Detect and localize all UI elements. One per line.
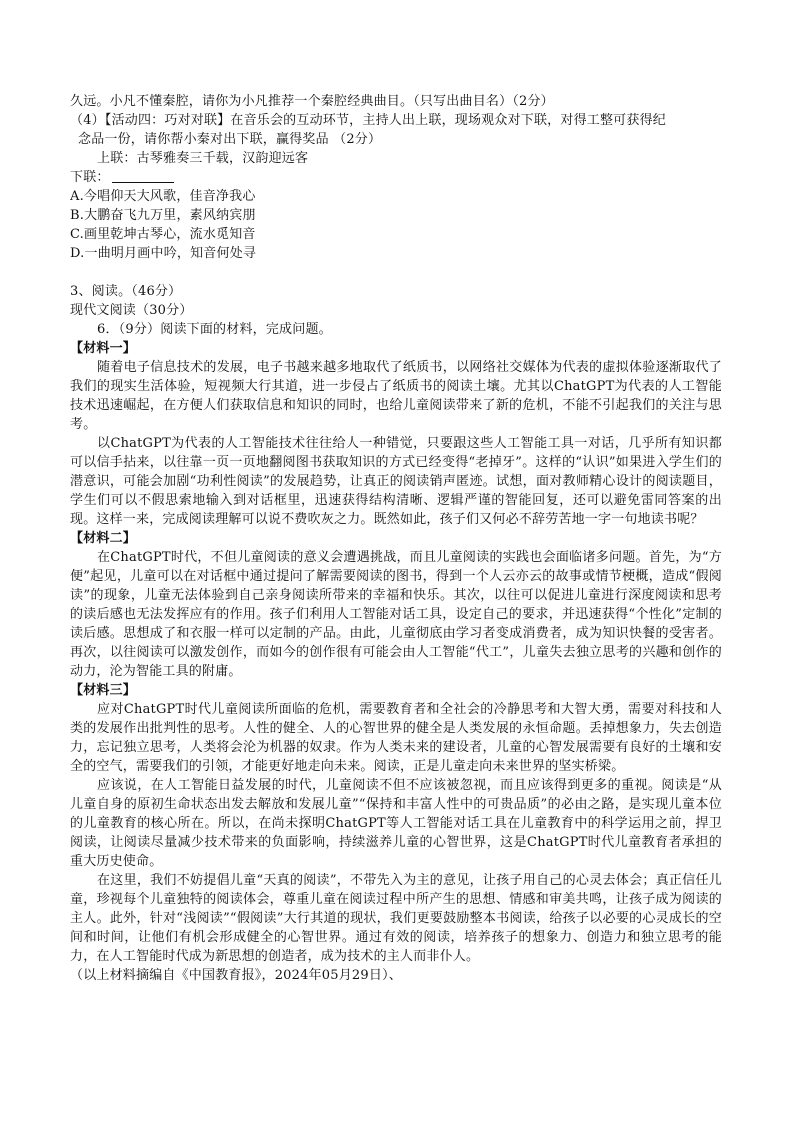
section-3-title: 3、阅读。（46分） xyxy=(70,284,182,299)
material-3-paragraph-3: 在这里，我们不妨提倡儿童“天真的阅读”，不带先入为主的意见，让孩子用自己的心灵去体会；真正信任儿童，珍视每个儿童独特的阅读体会，尊重儿童在阅读过程中所产生的思想、情感和审美共鸣，让孩子成为阅读的主人。此外，针对“浅阅读”“假阅读”大行其道的现状，我们更要鼓励整本书阅读，给孩子以必要的心灵成长的空间和时间，让他们有机会形成健全的心智世界。通过有效的阅读，培养孩子的想象力、创造力和独立思考的能力，在人工智能时代成为新思想的创造者，成为技术的主人而非仆人。 xyxy=(70,873,722,964)
material-2-label: 【材料二】 xyxy=(70,531,137,546)
material-3-paragraph-2: 应该说，在人工智能日益发展的时代，儿童阅读不但不应该被忽视，而且应该得到更多的重视。阅读是“从儿童自身的原初生命状态出发去解放和发展儿童”“保持和丰富人性中的可贵品质”的必由之路，是实现儿童本位的儿童教育的核心所在。所以，在尚未探明ChatGPT等人工智能对话工具在儿童教育中的科学运用之前，捍卫阅读，让阅读尽量减少技术带来的负面影响，持续滋养儿童的心智世界，这是ChatGPT时代儿童教育者承担的重大历史使命。 xyxy=(70,778,722,869)
q4-lower-couplet xyxy=(70,168,722,187)
option-a: A.今唱仰天大风歌，佳音净我心 xyxy=(70,189,256,204)
option-d: D.一曲明月画中吟，知音何处寻 xyxy=(70,246,257,261)
material-2-paragraph-1: 在ChatGPT时代，不但儿童阅读的意义会遭遇挑战，而且儿童阅读的实践也会面临诸多问题。首先，为“方便”起见，儿童可以在对话框中通过提问了解需要阅读的图书，得到一个人云亦云的故事或情节梗概，造成“假阅读”的现象，儿童无法体验到自己亲身阅读所带来的幸福和快乐。其次，以往可以促进儿童进行深度阅读和思考的读后感也无法发挥应有的作用。孩子们利用人工智能对话工具，设定自己的要求，并迅速获得“个性化”定制的读后感。思想成了和衣服一样可以定制的产品。由此，儿童彻底由学习者变成消费者，成为知识快餐的受害者。再次，以往阅读可以激发创作，而如今的创作很有可能会由人工智能“代工”，儿童失去独立思考的兴趣和创作的动力，沦为智能工具的附庸。 xyxy=(70,550,722,679)
material-1-paragraph-2: 以ChatGPT为代表的人工智能技术往往给人一种错觉，只要跟这些人工智能工具一对话，几乎所有知识都可以信手拈来，以往靠一页一页地翻阅图书获取知识的方式已经变得“老掉牙”。这样的“认识”如果进入学生们的潜意识，可能会加剧“功利性阅读”的发展趋势，让真正的阅读销声匿迹。试想，面对教师精心设计的阅读题目，学生们可以不假思索地输入到对话框里，迅速获得结构清晰、逻辑严谨的智能回复，还可以避免雷同答案的出现。这样一来，完成阅读理解可以说不费吹灰之力。既然如此，孩子们又何必不辞劳苦地一字一句地读书呢？ xyxy=(70,436,722,527)
material-3-label: 【材料三】 xyxy=(70,683,137,698)
document-page xyxy=(70,92,722,985)
modern-reading-title: 现代文阅读（30分） xyxy=(70,303,193,318)
question-6-title: 6．（9分）阅读下面的材料，完成问题。 xyxy=(97,322,332,337)
option-b: B.大鹏奋飞九万里，素风纳宾朋 xyxy=(70,208,256,223)
material-3-paragraph-1: 应对ChatGPT时代儿童阅读所面临的危机，需要教育者和全社会的冷静思考和大智大勇，需要对科技和人类的发展作出批判性的思考。人性的健全、人的心智世界的健全是人类发展的永恒命题。丢掉想象力，失去创造力，忘记独立思考，人类将会沦为机器的奴隶。作为人类未来的建设者，儿童的心智发展需要有良好的土壤和安全的空气，需要我们的引领，才能更好地走向未来。阅读，正是儿童走向未来世界的坚实桥梁。 xyxy=(70,702,722,774)
material-1-label: 【材料一】 xyxy=(70,341,137,356)
q4-lower-label: 下联： xyxy=(70,170,110,185)
material-1-paragraph-1: 随着电子信息技术的发展，电子书越来越多地取代了纸质书，以网络社交媒体为代表的虚拟体验逐渐取代了我们的现实生活体验，短视频大行其道，进一步侵占了纸质书的阅读土壤。尤其以ChatGPT为代表的人工智能技术迅速崛起，在方便人们获取信息和知识的同时，也给儿童阅读带来了新的危机，不能不引起我们的关注与思考。 xyxy=(70,360,722,432)
intro-line: 久远。小凡不懂秦腔，请你为小凡推荐一个秦腔经典曲目。（只写出曲目名）（2分） xyxy=(70,94,554,109)
answer-blank xyxy=(112,168,174,183)
q4-line-2: 念品一份，请你帮小秦对出下联，赢得奖品 （2分） xyxy=(78,132,382,147)
option-c: C.画里乾坤古琴心，流水觅知音 xyxy=(70,227,256,242)
q4-line-1: （4）【活动四：巧对对联】在音乐会的互动环节，主持人出上联，现场观众对下联，对得工整可获得纪 xyxy=(70,113,666,128)
source-citation: （以上材料摘编自《中国教育报》，2024年05月29日）、 xyxy=(70,968,402,983)
q4-upper-couplet: 上联：古琴雅奏三千载，汉韵迎远客 xyxy=(97,151,309,166)
